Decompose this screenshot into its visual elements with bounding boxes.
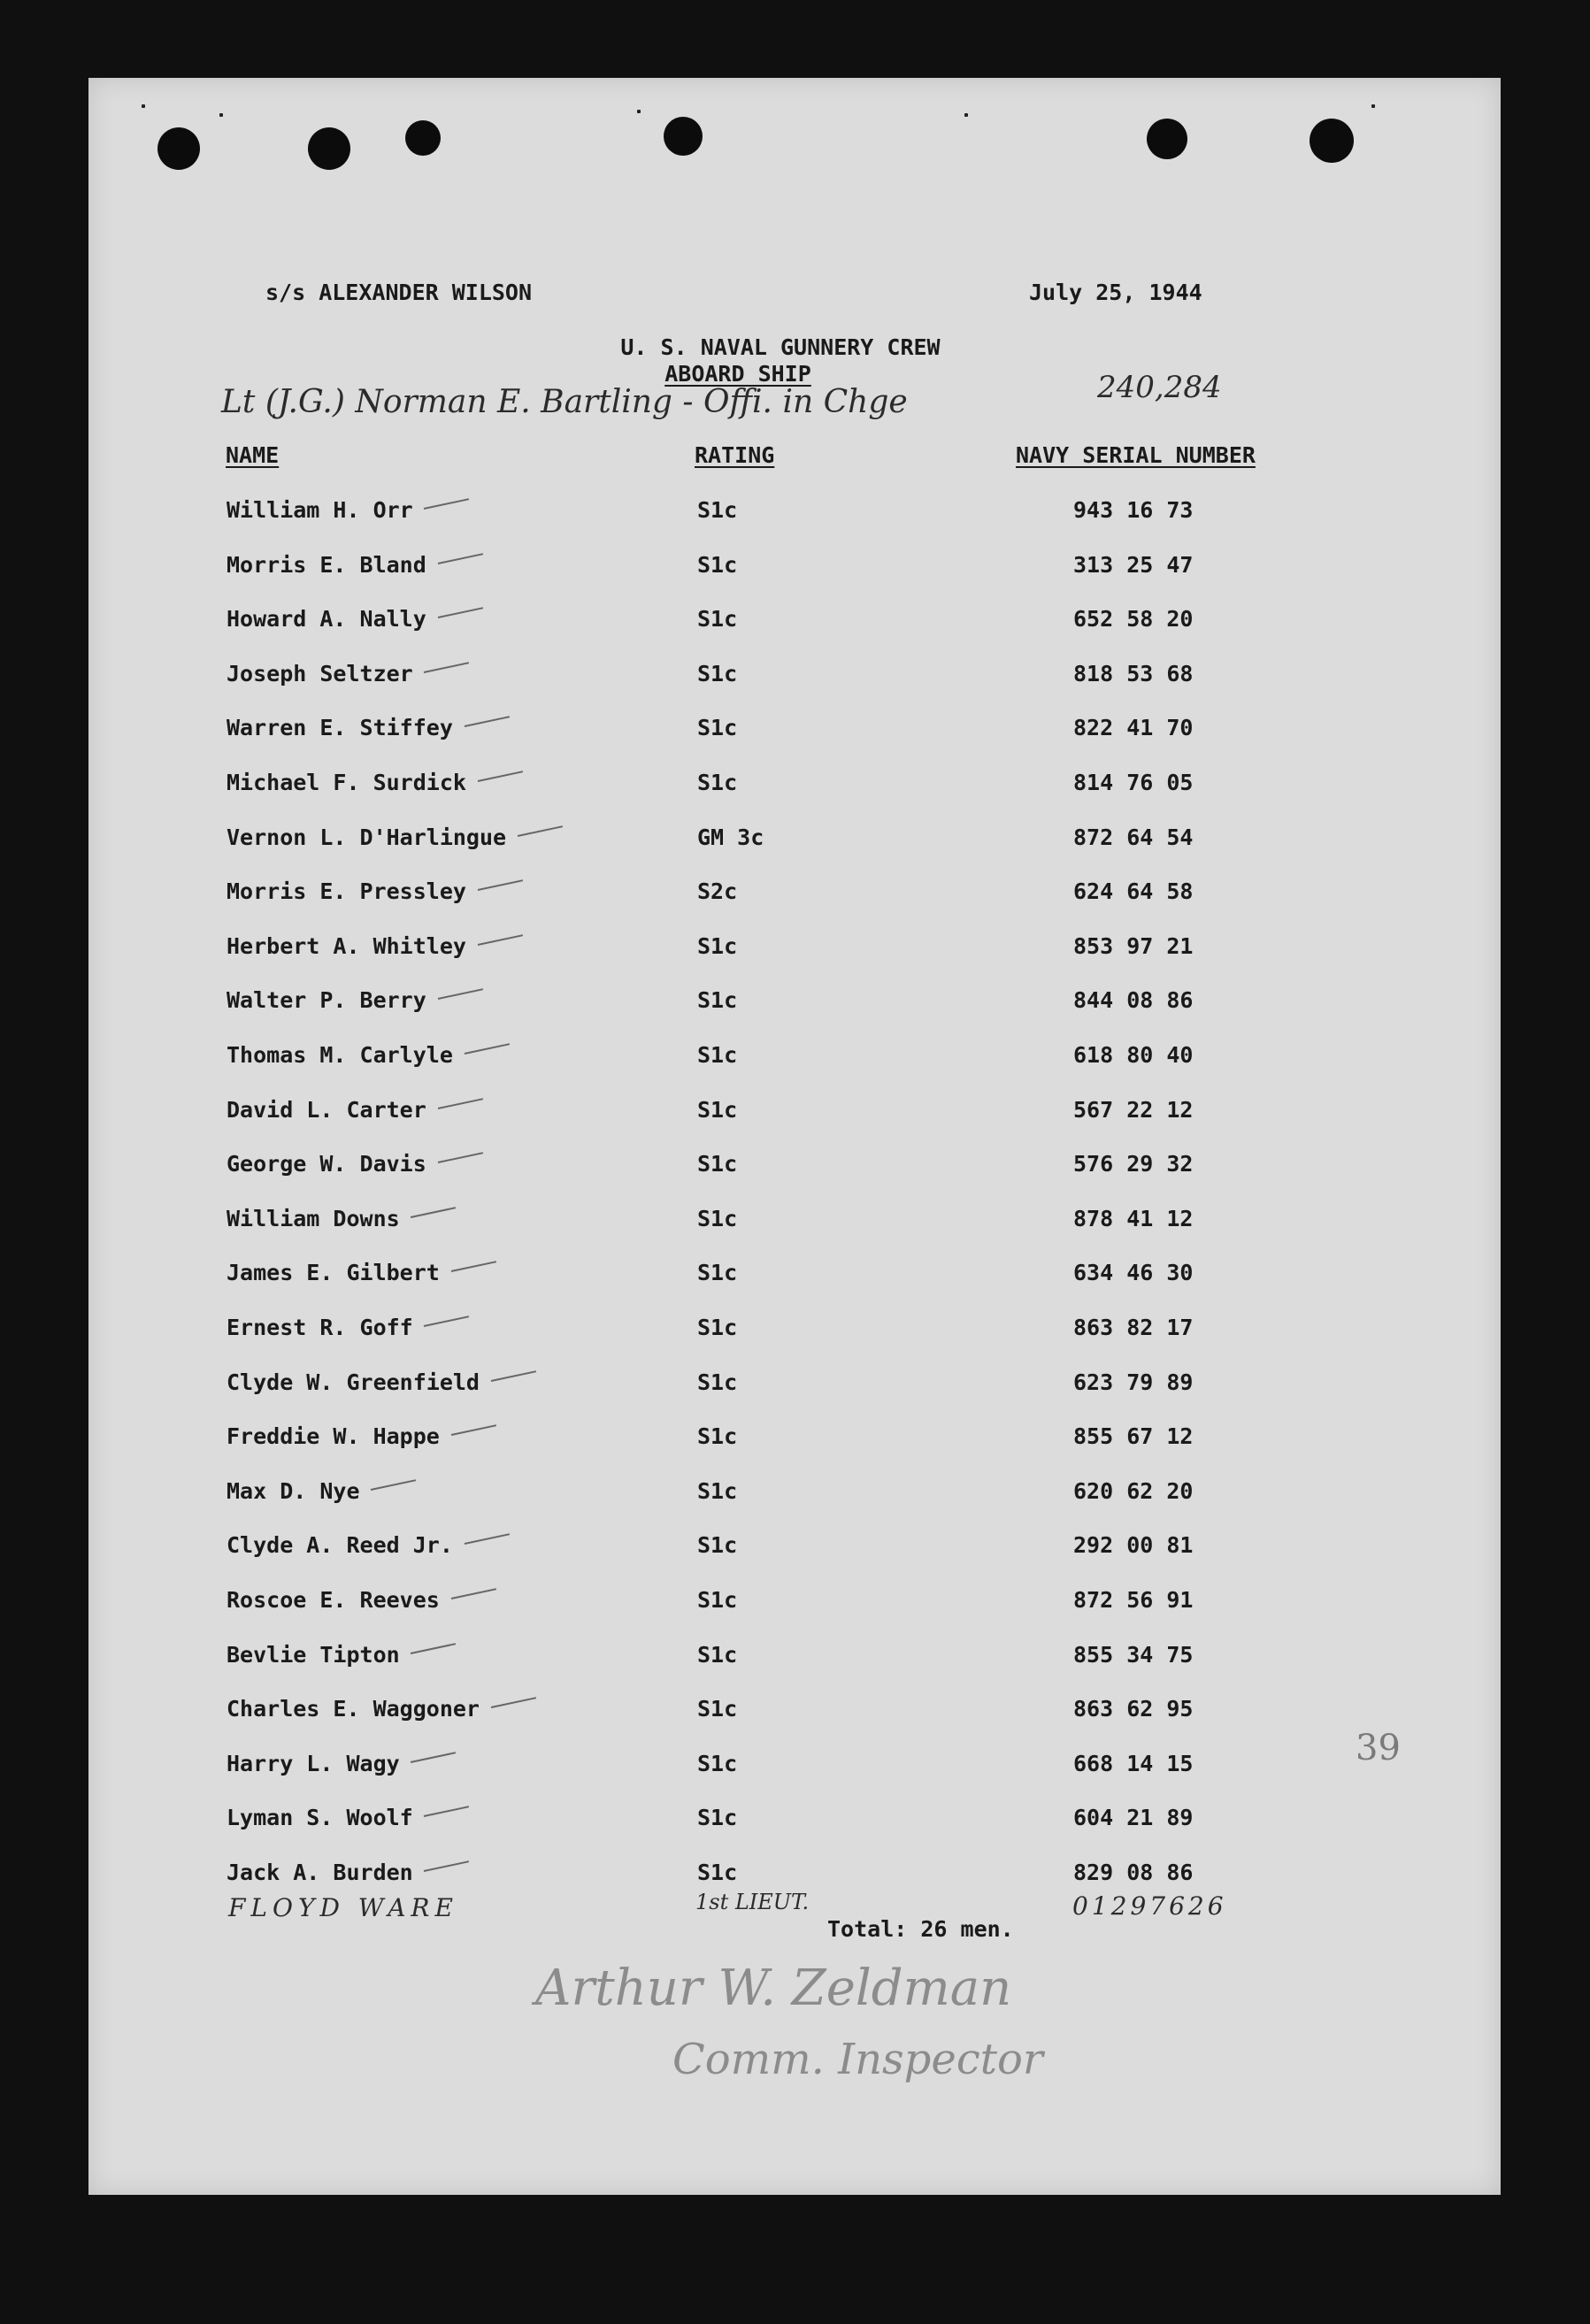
- crew-serial: 863 62 95: [1073, 1696, 1194, 1722]
- crew-serial: 604 21 89: [1073, 1805, 1194, 1830]
- ship-name: s/s ALEXANDER WILSON: [265, 280, 533, 305]
- crew-name: Walter P. Berry: [227, 987, 426, 1013]
- officer-serial: 240,284: [1097, 370, 1222, 405]
- crew-rating: S1c: [697, 1751, 738, 1776]
- crew-serial: 618 80 40: [1073, 1042, 1194, 1068]
- crew-name: Clyde A. Reed Jr.: [227, 1532, 453, 1558]
- crew-name: Thomas M. Carlyle: [227, 1042, 453, 1068]
- crew-serial: 863 82 17: [1073, 1315, 1194, 1340]
- punch-hole: [1310, 119, 1354, 163]
- crew-rating: S1c: [697, 933, 738, 959]
- punch-hole: [664, 117, 703, 156]
- crew-rating: S1c: [697, 715, 738, 740]
- crew-rating: S1c: [697, 770, 738, 795]
- crew-serial: 855 34 75: [1073, 1642, 1194, 1668]
- crew-rating: S2c: [697, 878, 738, 904]
- punch-hole: [1147, 119, 1187, 159]
- punch-hole: [157, 127, 200, 170]
- crew-name: Lyman S. Woolf: [227, 1805, 413, 1830]
- crew-rating: S1c: [697, 1369, 738, 1395]
- crew-name: Roscoe E. Reeves: [227, 1587, 440, 1613]
- crew-name: Harry L. Wagy: [227, 1751, 400, 1776]
- crew-name: Ernest R. Goff: [227, 1315, 413, 1340]
- punch-hole: [308, 127, 350, 170]
- crew-name: Morris E. Bland: [227, 552, 426, 578]
- crew-serial: 624 64 58: [1073, 878, 1194, 904]
- crew-rating: S1c: [697, 1423, 738, 1449]
- crew-serial: 872 56 91: [1073, 1587, 1194, 1613]
- speck: [142, 104, 145, 108]
- crew-name: Joseph Seltzer: [227, 661, 413, 686]
- crew-rating: S1c: [697, 1860, 738, 1885]
- crew-serial: 829 08 86: [1073, 1860, 1194, 1885]
- crew-rating: S1c: [697, 1315, 738, 1340]
- crew-rating: S1c: [697, 1532, 738, 1558]
- crew-rating: S1c: [697, 1696, 738, 1722]
- crew-rating: S1c: [697, 661, 738, 686]
- crew-rating: S1c: [697, 552, 738, 578]
- crew-serial: 818 53 68: [1073, 661, 1194, 686]
- speck: [219, 113, 223, 117]
- inspector-signature: Arthur W. Zeldman: [535, 1960, 1012, 2017]
- crew-name: Jack A. Burden: [227, 1860, 413, 1885]
- crew-name: Charles E. Waggoner: [227, 1696, 480, 1722]
- speck: [637, 110, 641, 113]
- officer-in-charge: Lt (J.G.) Norman E. Bartling - Offi. in Chge: [221, 384, 908, 420]
- crew-serial: 576 29 32: [1073, 1151, 1194, 1177]
- crew-name: Clyde W. Greenfield: [227, 1369, 480, 1395]
- crew-serial: 623 79 89: [1073, 1369, 1194, 1395]
- crew-serial: 814 76 05: [1073, 770, 1194, 795]
- crew-name: David L. Carter: [227, 1097, 426, 1123]
- crew-name: Morris E. Pressley: [227, 878, 466, 904]
- column-header-serial: NAVY SERIAL NUMBER: [1016, 442, 1256, 468]
- crew-rating: S1c: [697, 1260, 738, 1285]
- crew-name: Vernon L. D'Harlingue: [227, 825, 507, 850]
- crew-rating: S1c: [697, 606, 738, 632]
- crew-serial: 292 00 81: [1073, 1532, 1194, 1558]
- crew-serial: 634 46 30: [1073, 1260, 1194, 1285]
- handwritten-extra-serial: 01297626: [1072, 1891, 1227, 1921]
- crew-serial: 844 08 86: [1073, 987, 1194, 1013]
- crew-name: Freddie W. Happe: [227, 1423, 440, 1449]
- document-subtitle: ABOARD SHIP: [664, 361, 811, 387]
- crew-rating: S1c: [697, 1478, 738, 1504]
- speck: [1371, 104, 1375, 108]
- crew-name: Bevlie Tipton: [227, 1642, 400, 1668]
- page-number: 39: [1356, 1728, 1401, 1768]
- crew-rating: S1c: [697, 1042, 738, 1068]
- handwritten-extra-rating: 1st LIEUT.: [695, 1890, 810, 1914]
- crew-rating: S1c: [697, 1642, 738, 1668]
- punch-hole: [405, 120, 441, 156]
- crew-serial: 878 41 12: [1073, 1206, 1194, 1231]
- crew-name: Michael F. Surdick: [227, 770, 466, 795]
- crew-serial: 853 97 21: [1073, 933, 1194, 959]
- column-header-rating: RATING: [695, 442, 775, 468]
- crew-rating: S1c: [697, 1097, 738, 1123]
- crew-name: Howard A. Nally: [227, 606, 426, 632]
- crew-serial: 652 58 20: [1073, 606, 1194, 632]
- total-count: Total: 26 men.: [827, 1916, 1014, 1942]
- crew-rating: S1c: [697, 1206, 738, 1231]
- crew-serial: 567 22 12: [1073, 1097, 1194, 1123]
- crew-name: William Downs: [227, 1206, 400, 1231]
- crew-rating: S1c: [697, 1587, 738, 1613]
- crew-name: James E. Gilbert: [227, 1260, 440, 1285]
- handwritten-extra-name: FLOYD WARE: [228, 1893, 458, 1922]
- crew-serial: 822 41 70: [1073, 715, 1194, 740]
- document-title: U. S. NAVAL GUNNERY CREW: [620, 334, 941, 360]
- crew-name: William H. Orr: [227, 497, 413, 523]
- crew-serial: 668 14 15: [1073, 1751, 1194, 1776]
- crew-serial: 872 64 54: [1073, 825, 1194, 850]
- crew-name: Warren E. Stiffey: [227, 715, 453, 740]
- crew-name: Herbert A. Whitley: [227, 933, 466, 959]
- crew-serial: 313 25 47: [1073, 552, 1194, 578]
- inspector-title: Comm. Inspector: [672, 2035, 1043, 2084]
- crew-name: Max D. Nye: [227, 1478, 360, 1504]
- document-date: July 25, 1944: [1029, 280, 1202, 305]
- crew-rating: S1c: [697, 497, 738, 523]
- crew-serial: 855 67 12: [1073, 1423, 1194, 1449]
- crew-rating: S1c: [697, 987, 738, 1013]
- crew-serial: 943 16 73: [1073, 497, 1194, 523]
- crew-rating: GM 3c: [697, 825, 764, 850]
- crew-rating: S1c: [697, 1151, 738, 1177]
- crew-rating: S1c: [697, 1805, 738, 1830]
- column-header-name: NAME: [226, 442, 280, 468]
- crew-serial: 620 62 20: [1073, 1478, 1194, 1504]
- speck: [964, 113, 968, 117]
- crew-name: George W. Davis: [227, 1151, 426, 1177]
